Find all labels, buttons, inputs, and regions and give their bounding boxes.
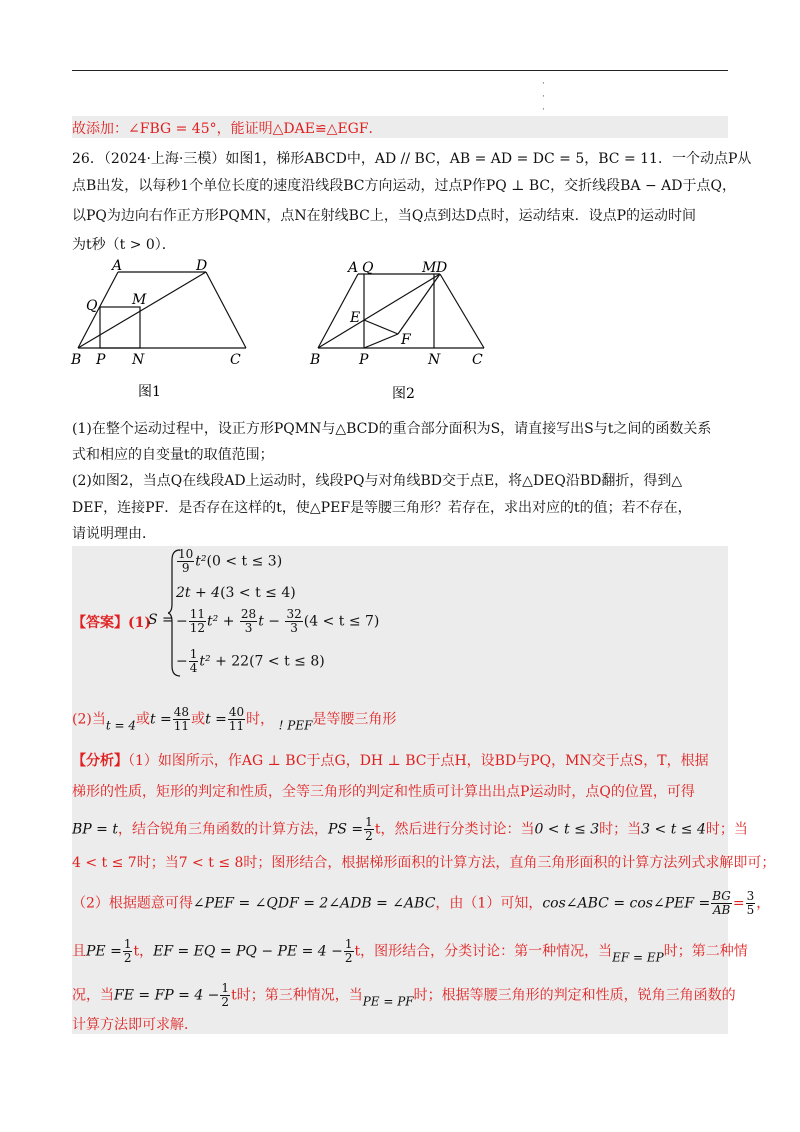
case2-expr: 2t + 4: [176, 585, 221, 601]
pe-eq: PE =: [86, 943, 122, 960]
fig1-label-p: P: [96, 352, 106, 368]
case-1: [176, 548, 282, 575]
case2-range: (3 < t ≤ 4): [220, 585, 296, 601]
fig1-caption: 图1: [138, 384, 161, 400]
t3-num: 40: [228, 705, 245, 719]
case4-a-num: 1: [189, 647, 198, 661]
analysis-line-7: [72, 982, 736, 1009]
half-num-3: 1: [344, 937, 353, 951]
a7a: 况，当: [72, 987, 114, 1004]
case1-range: (0 < t ≤ 3): [206, 553, 283, 570]
t2-den: 11: [173, 719, 190, 733]
fig2-label-b: B: [310, 352, 321, 368]
case4-range: (7 < t ≤ 8): [249, 653, 325, 670]
half-den-4: 2: [221, 995, 230, 1009]
half-num-2: 1: [123, 937, 132, 951]
angle-eq: ∠PEF = ∠QDF = 2∠ADB = ∠ABC: [192, 895, 436, 912]
ab: AB: [712, 903, 731, 917]
fig1-label-q: Q: [86, 298, 98, 314]
case4-a-den: 4: [189, 661, 198, 675]
s-equals: S =: [148, 612, 174, 628]
a7e: 时；根据等腰三角形的判定和性质，锐角三角函数的: [413, 987, 736, 1004]
problem-line-4: 为t秒（t > 0）．: [72, 237, 176, 253]
problem-line-2: 点B出发，以每秒1个单位长度的速度沿线段BC方向运动，过点P作PQ ⊥ BC，交折线段BA − AD于点Q，: [72, 178, 736, 194]
fig2-caption: 图2: [392, 386, 415, 402]
case4-c: 22: [231, 653, 250, 670]
fig2-label-q: Q: [362, 260, 374, 276]
analysis-line-5: （2）根据题意可得∠PEF = ∠QDF = 2∠ADB = ∠ABC，由（1）可知，cos∠ABC = cos∠PEF = $\frac{BG}{AB}$ = $\frac{3}{5}$ ，: [72, 889, 771, 917]
t2-num: 48: [173, 705, 190, 719]
q1-line-2: 式和相应的自变量t的取值范围；: [72, 447, 274, 463]
fig1-square: [100, 307, 140, 348]
fig2-label-a: A: [348, 260, 359, 276]
three: 3: [746, 889, 755, 903]
fig2-label-p: P: [359, 352, 369, 368]
five: 5: [746, 903, 755, 917]
case1-expr: t²: [195, 553, 207, 570]
fig2-ef: [364, 320, 398, 334]
answer-part2: (2)当t = 4或t = $\frac{48}{11}$ 或t = $\frac{40}{11}$ 时， ! PEF是等腰三角形: [72, 705, 397, 733]
problem-line-3: 以PQ为边向右作正方形PQMN，点N在射线BC上，当Q点到达D点时，运动结束．设点P的运动时间: [72, 208, 697, 224]
figure-2: [306, 258, 506, 408]
analysis-line-2: 梯形的性质，矩形的判定和性质，全等三角形的判定和性质可计算出出点P运动时，点Q的位置，可得: [72, 784, 695, 800]
ef-ep: EF = EP: [612, 950, 664, 965]
half-num-1: 1: [365, 815, 373, 829]
fig1-label-n: N: [132, 352, 145, 368]
figure-1: [66, 258, 266, 403]
analysis-line-6: [72, 938, 748, 965]
case3-range: (4 < t ≤ 7): [303, 613, 380, 630]
answer-tag: 【答案】: [72, 615, 128, 631]
or-2: 或: [191, 711, 206, 728]
a3h: 时；当: [705, 821, 748, 838]
problem-line-1: 26．（2024·上海·三模）如图1，梯形ABCD中，AD // BC，AB = AD = DC = 5，BC = 11．一个动点P从: [72, 151, 752, 167]
fig1-label-m: M: [132, 292, 147, 308]
a6c: t，: [133, 943, 154, 960]
a5c: ，由（1）可知，: [435, 895, 543, 912]
a3f: 时；当: [599, 821, 642, 838]
fig2-bd: [318, 274, 440, 348]
q1-line-1: (1)在整个运动过程中，设正方形PQMN与△BCD的重合部分面积为S，请直接写出S与t之间的函数关系: [72, 421, 712, 437]
q2-line-1: (2)如图2，当点Q在线段AD上运动时，线段PQ与对角线BD交于点E，将△DEQ沿BD翻折，得到△: [72, 473, 683, 489]
fig1-label-a: A: [112, 258, 123, 274]
ef-eq: EF = EQ = PQ − PE = 4 −: [153, 943, 343, 960]
case3-c-num: 32: [286, 607, 302, 621]
header-rule: [72, 70, 728, 71]
or-1: 或: [135, 711, 150, 728]
case1-num: 10: [178, 547, 194, 561]
case3-c-den: 3: [290, 621, 298, 635]
case3-b-num: 28: [240, 607, 257, 621]
analysis-line-4: 4 < t ≤ 7时；当7 < t ≤ 8时；图形结合，根据梯形面积的计算方法，直角三角形面积的计算方法列式求解即可；: [72, 855, 776, 871]
case-3: − $\frac{11}{12}$ t² + $\frac{28}{3}$ t − $\frac{32}{3}$ (4 < t ≤ 7): [176, 607, 380, 635]
when: 时，: [246, 711, 275, 728]
half-den-1: 2: [365, 829, 373, 843]
fe-eq: FE = FP = 4 −: [114, 987, 220, 1004]
range-b: 3 < t ≤ 4: [641, 821, 706, 838]
fig1-label-d: D: [196, 258, 208, 274]
a6g: 时；第二种情: [663, 943, 748, 960]
pe-pf: PE = PF: [362, 994, 414, 1009]
fig1-label-c: C: [230, 352, 241, 368]
fig2-label-c: C: [472, 352, 483, 368]
fig2-label-m: M: [422, 260, 437, 276]
fig2-dc: [440, 274, 484, 348]
a3d: t，然后进行分类讨论：当: [374, 821, 535, 838]
fig2-pf: [364, 334, 398, 348]
half-den-3: 2: [344, 951, 353, 965]
a3b: ，结合锐角三角函数的计算方法，: [117, 821, 328, 838]
half-den-2: 2: [123, 951, 132, 965]
half-num-4: 1: [221, 981, 230, 995]
part2-prefix: (2)当: [72, 711, 106, 728]
a7c: t时；第三种情况，当: [231, 987, 363, 1004]
range-a: 0 < t ≤ 3: [534, 821, 600, 838]
cos-eq: cos∠ABC = cos∠PEF =: [542, 895, 711, 912]
a5a: （2）根据题意可得: [72, 895, 193, 912]
fig2-label-n: N: [428, 352, 441, 368]
case1-den: 9: [181, 561, 190, 575]
q2-line-2: DEF，连接PF．是否存在这样的t，使△PEF是等腰三角形？若存在，求出对应的t的值；若不存在，: [72, 500, 692, 516]
ps-eq: PS =: [327, 821, 364, 838]
t3-den: 11: [228, 719, 245, 733]
answer-part1: (1): [128, 615, 151, 631]
t-value-1: t = 4: [105, 718, 136, 733]
analysis-line-3: [72, 816, 748, 843]
analysis-tag: 【分析】: [72, 753, 128, 769]
analysis-line-1: [72, 750, 709, 770]
fig1-dc: [206, 272, 246, 348]
case3-a-den: 12: [189, 621, 206, 635]
fig2-label-f: F: [401, 332, 411, 348]
q2-line-3: 请说明理由．: [72, 526, 156, 542]
pef-symbol: ! PEF: [278, 718, 313, 733]
bp-eq: BP = t: [72, 821, 118, 838]
analysis-text-1: （1）如图所示，作AG ⊥ BC于点G，DH ⊥ BC于点H，设BD与PQ，MN交于点S，T，根据: [128, 753, 709, 769]
fig2-label-d: D: [436, 260, 448, 276]
case-2: [176, 585, 296, 601]
fig1-label-b: B: [71, 352, 82, 368]
answer-label: [72, 612, 151, 632]
bg: BG: [712, 889, 731, 903]
top-note: 故添加：∠FBG = 45°，能证明△DAE≌△EGF．: [72, 121, 383, 137]
margin-dots: · · ·: [542, 79, 545, 115]
analysis-line-8: 计算方法即可求解．: [72, 1017, 198, 1033]
part2-tail: 是等腰三角形: [312, 711, 397, 728]
a6e: t，图形结合，分类讨论：第一种情况，当: [354, 943, 613, 960]
case-4: − $\frac{1}{4}$ t² + 22(7 < t ≤ 8): [176, 647, 325, 675]
case3-a-num: 11: [189, 607, 206, 621]
case3-b-den: 3: [244, 621, 253, 635]
fig2-label-e: E: [350, 310, 361, 326]
a6a: 且: [72, 943, 86, 960]
